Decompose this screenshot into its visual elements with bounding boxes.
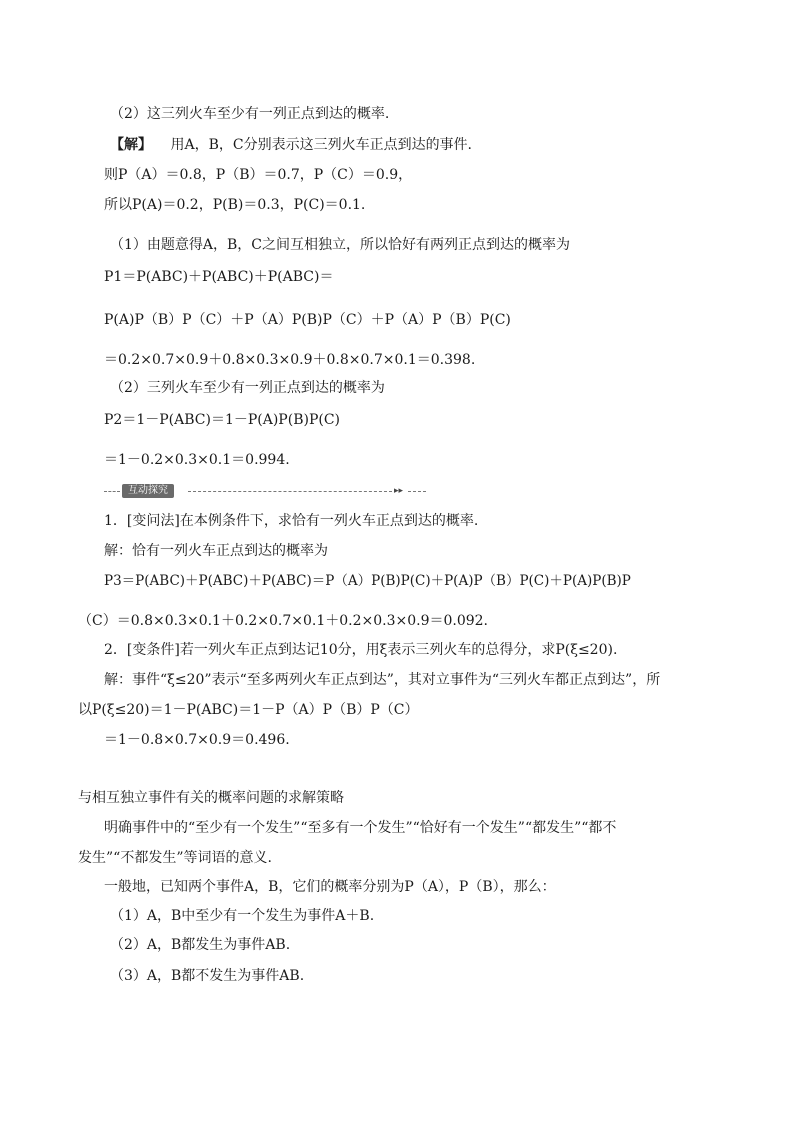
divider-dash: [188, 491, 392, 492]
arrow-icon: ▸▸: [394, 486, 404, 496]
text-line: （1）由题意得A，B，C之间互相独立，所以恰好有两列正点到达的概率为: [110, 237, 571, 253]
formula-line: P1＝P(ABC)＋P(ABC)＋P(ABC)＝: [104, 269, 334, 285]
solution-line: [110, 135, 472, 155]
formula-line: （C）＝0.8×0.3×0.1＋0.2×0.7×0.1＋0.2×0.3×0.9＝0.092.: [78, 613, 489, 629]
formula-line: P3＝P(ABC)＋P(ABC)＋P(ABC)＝P（A）P(B)P(C)＋P(A)P（B）P(C)＋P(A)P(B)P: [104, 573, 631, 589]
list-item: （3）A，B都不发生为事件AB.: [110, 968, 305, 984]
text-line: （2）三列火车至少有一列正点到达的概率为: [110, 380, 385, 396]
text-line: 发生”“不都发生”等词语的意义.: [78, 850, 272, 866]
section-divider: [104, 484, 426, 498]
text-line: 则P（A）＝0.8，P（B）＝0.7，P（C）＝0.9，: [104, 167, 413, 183]
text-line: 2．[变条件]若一列火车正点到达记10分，用ξ表示三列火车的总得分，求P(ξ≤20).: [104, 642, 618, 658]
text-line: 解：事件“ξ≤20”表示“至多两列火车正点到达”，其对立事件为“三列火车都正点到达”，所: [104, 672, 661, 688]
formula-line: 所以P(A)＝0.2，P(B)＝0.3，P(C)＝0.1.: [104, 197, 366, 213]
formula-line: ＝1－0.8×0.7×0.9＝0.496.: [104, 732, 290, 748]
list-item: （2）A，B都发生为事件AB.: [110, 937, 291, 953]
formula-line: ＝1－0.2×0.3×0.1＝0.994.: [104, 452, 290, 468]
formula-line: P(A)P（B）P（C）＋P（A）P(B)P（C）＋P（A）P（B）P(C): [104, 312, 511, 328]
text-line: 一般地，已知两个事件A，B，它们的概率分别为P（A），P（B），那么：: [104, 879, 556, 895]
text-line: 解：恰有一列火车正点到达的概率为: [104, 543, 328, 559]
formula-line: 以P(ξ≤20)＝1－P(ABC)＝1－P（A）P（B）P（C）: [78, 702, 419, 718]
text-line: 明确事件中的“至少有一个发生”“至多有一个发生”“恰好有一个发生”“都发生”“都不: [104, 820, 617, 836]
strategy-heading: 与相互独立事件有关的概率问题的求解策略: [78, 790, 344, 806]
divider-dash: [408, 491, 426, 492]
formula-line: ＝0.2×0.7×0.9＋0.8×0.3×0.9＋0.8×0.7×0.1＝0.398.: [104, 352, 476, 368]
section-badge: 互动探究: [122, 484, 174, 498]
text-line: （2）这三列火车至少有一列正点到达的概率.: [110, 106, 390, 122]
formula-line: P2＝1－P(ABC)＝1－P(A)P(B)P(C): [104, 412, 340, 428]
divider-dash: [104, 491, 120, 492]
text-line: 用A，B，C分别表示这三列火车正点到达的事件.: [170, 137, 473, 153]
list-item: （1）A，B中至少有一个发生为事件A＋B.: [110, 908, 375, 924]
text-line: 1．[变问法]在本例条件下，求恰有一列火车正点到达的概率.: [104, 513, 479, 529]
solution-tag: 【解】: [110, 137, 152, 153]
